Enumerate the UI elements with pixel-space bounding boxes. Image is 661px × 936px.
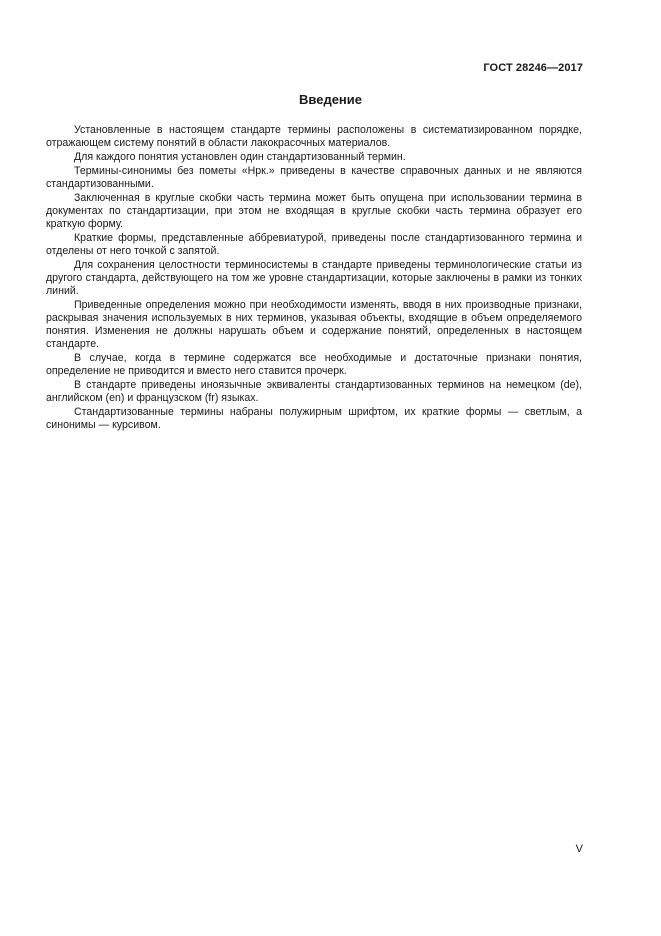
paragraph-9: В стандарте приведены иноязычные эквиваленты стандартизованных терминов на немецком (de), английском (en) и французском (fr) языках. — [46, 379, 582, 404]
document-code-header: ГОСТ 28246—2017 — [483, 62, 583, 74]
paragraph-7: Приведенные определения можно при необходимости изменять, вводя в них производные признаки, раскрывая значения используемых в них терминов, указывая объекты, входящие в объем определяемого понятия. Изменения не должны нарушать объем и содержание понятий, определенных в настоящем стандарте. — [46, 299, 582, 350]
paragraph-8: В случае, когда в термине содержатся все необходимые и достаточные признаки понятия, определение не приводится и вместо него ставится прочерк. — [46, 352, 582, 377]
paragraph-3: Термины-синонимы без пометы «Нрк.» приведены в качестве справочных данных и не являются стандартизованными. — [46, 165, 582, 190]
paragraph-1: Установленные в настоящем стандарте термины расположены в систематизированном порядке, отражающем систему понятий в области лакокрасочных материалов. — [46, 124, 582, 149]
paragraph-5: Краткие формы, представленные аббревиатурой, приведены после стандартизованного термина и отделены от него точкой с запятой. — [46, 232, 582, 257]
paragraph-4: Заключенная в круглые скобки часть термина может быть опущена при использовании термина в документах по стандартизации, при этом не входящая в круглые скобки часть термина образует его краткую форму. — [46, 192, 582, 230]
paragraph-10: Стандартизованные термины набраны полужирным шрифтом, их краткие формы — светлым, а синонимы — курсивом. — [46, 406, 582, 431]
paragraph-6: Для сохранения целостности терминосистемы в стандарте приведены терминологические статьи из другого стандарта, действующего на том же уровне стандартизации, которые заключены в рамки из тонких линий. — [46, 259, 582, 297]
section-title: Введение — [299, 92, 362, 107]
page-number: V — [575, 843, 583, 855]
introduction-body — [46, 124, 582, 433]
paragraph-2: Для каждого понятия установлен один стандартизованный термин. — [74, 151, 406, 163]
